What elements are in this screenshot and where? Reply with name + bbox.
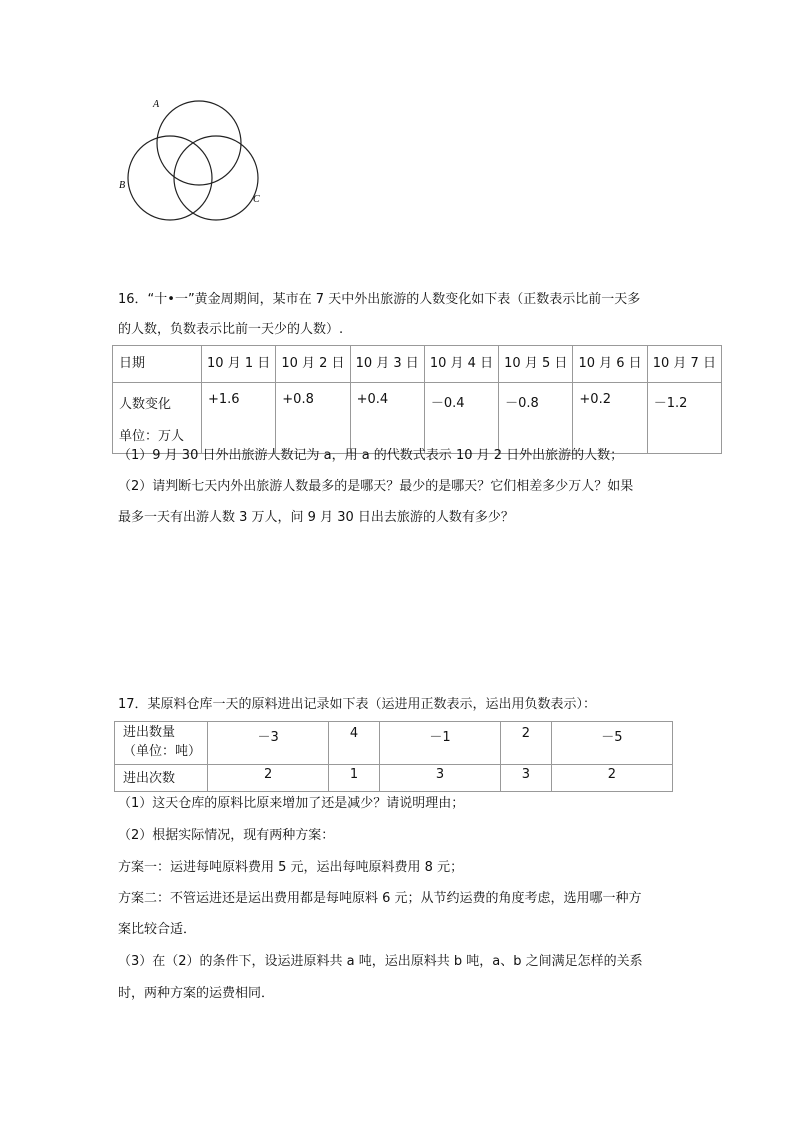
q17-part3-line2: 时，两种方案的运费相同． — [118, 986, 275, 1001]
table-cell: 3 — [379, 765, 500, 792]
table-cell: 10 月 4 日 — [424, 346, 498, 383]
q17-part2: （2）根据实际情况，现有两种方案： — [118, 828, 335, 843]
table-cell: －3 — [208, 722, 329, 765]
table-row — [113, 383, 722, 454]
label-c: C — [253, 194, 260, 205]
q17-table — [114, 721, 673, 792]
q17-plan2-line1: 方案二：不管运进还是运出费用都是每吨原料 6 元；从节约运费的角度考虑，选用哪一种方 — [118, 891, 642, 906]
row-label-line1: 人数变化 — [119, 397, 172, 412]
label-a: A — [153, 99, 160, 110]
q16-part2-line2: 最多一天有出游人数 3 万人，问 9 月 30 日出去旅游的人数有多少？ — [118, 510, 514, 525]
row-label-line2: （单位：吨） — [123, 744, 202, 759]
table-cell: －1 — [379, 722, 500, 765]
q16-part2-line1: （2）请判断七天内外出旅游人数最多的是哪天？最少的是哪天？它们相差多少万人？如果 — [118, 479, 634, 494]
table-cell: 10 月 6 日 — [573, 346, 647, 383]
q16-part1: （1）9 月 30 日外出旅游人数记为 a，用 a 的代数式表示 10 月 2 日外出旅游的人数； — [118, 448, 624, 463]
table-cell: 3 — [501, 765, 552, 792]
table-cell: +0.2 — [573, 383, 647, 454]
q16-table — [112, 345, 722, 454]
table-cell: －5 — [551, 722, 672, 765]
q17-intro: 17．某原料仓库一天的原料进出记录如下表（运进用正数表示，运出用负数表示）： — [118, 697, 597, 712]
q17-part3-line1: （3）在（2）的条件下，设运进原料共 a 吨，运出原料共 b 吨，a、b 之间满足怎样的关系 — [118, 954, 643, 969]
venn-diagram — [110, 90, 280, 230]
table-header-row — [113, 346, 722, 383]
table-cell: 2 — [551, 765, 672, 792]
label-b: B — [119, 180, 126, 191]
row-label-cell — [113, 383, 202, 454]
table-cell: 10 月 1 日 — [202, 346, 276, 383]
row-label-line2: 单位：万人 — [119, 429, 185, 444]
table-cell: +0.4 — [350, 383, 424, 454]
table-cell: －0.8 — [499, 383, 573, 454]
table-cell: 10 月 7 日 — [647, 346, 721, 383]
table-row — [115, 722, 673, 765]
table-cell: +0.8 — [276, 383, 350, 454]
table-cell: +1.6 — [202, 383, 276, 454]
circle-c — [174, 136, 258, 220]
table-cell: 10 月 2 日 — [276, 346, 350, 383]
row-label-cell: 进出次数 — [115, 765, 208, 792]
q17-plan2-line2: 案比较合适． — [118, 922, 197, 937]
table-cell: 2 — [501, 722, 552, 765]
q17-part1: （1）这天仓库的原料比原来增加了还是减少？请说明理由； — [118, 796, 465, 811]
q16-text-line2: 的人数，负数表示比前一天少的人数）. — [118, 322, 344, 337]
circle-b — [128, 136, 212, 220]
table-cell: －0.4 — [424, 383, 498, 454]
table-cell: 日期 — [113, 346, 202, 383]
circle-a — [157, 101, 241, 185]
table-cell: －1.2 — [647, 383, 721, 454]
table-cell: 4 — [329, 722, 380, 765]
row-label-cell — [115, 722, 208, 765]
table-cell: 2 — [208, 765, 329, 792]
q17-plan1: 方案一：运进每吨原料费用 5 元，运出每吨原料费用 8 元； — [118, 860, 464, 875]
row-label-line1: 进出数量 — [123, 725, 176, 740]
table-cell: 10 月 5 日 — [499, 346, 573, 383]
table-row — [115, 765, 673, 792]
table-cell: 1 — [329, 765, 380, 792]
q16-text-line1: 16．“十•一”黄金周期间，某市在 7 天中外出旅游的人数变化如下表（正数表示比前一天多 — [118, 292, 641, 307]
table-cell: 10 月 3 日 — [350, 346, 424, 383]
